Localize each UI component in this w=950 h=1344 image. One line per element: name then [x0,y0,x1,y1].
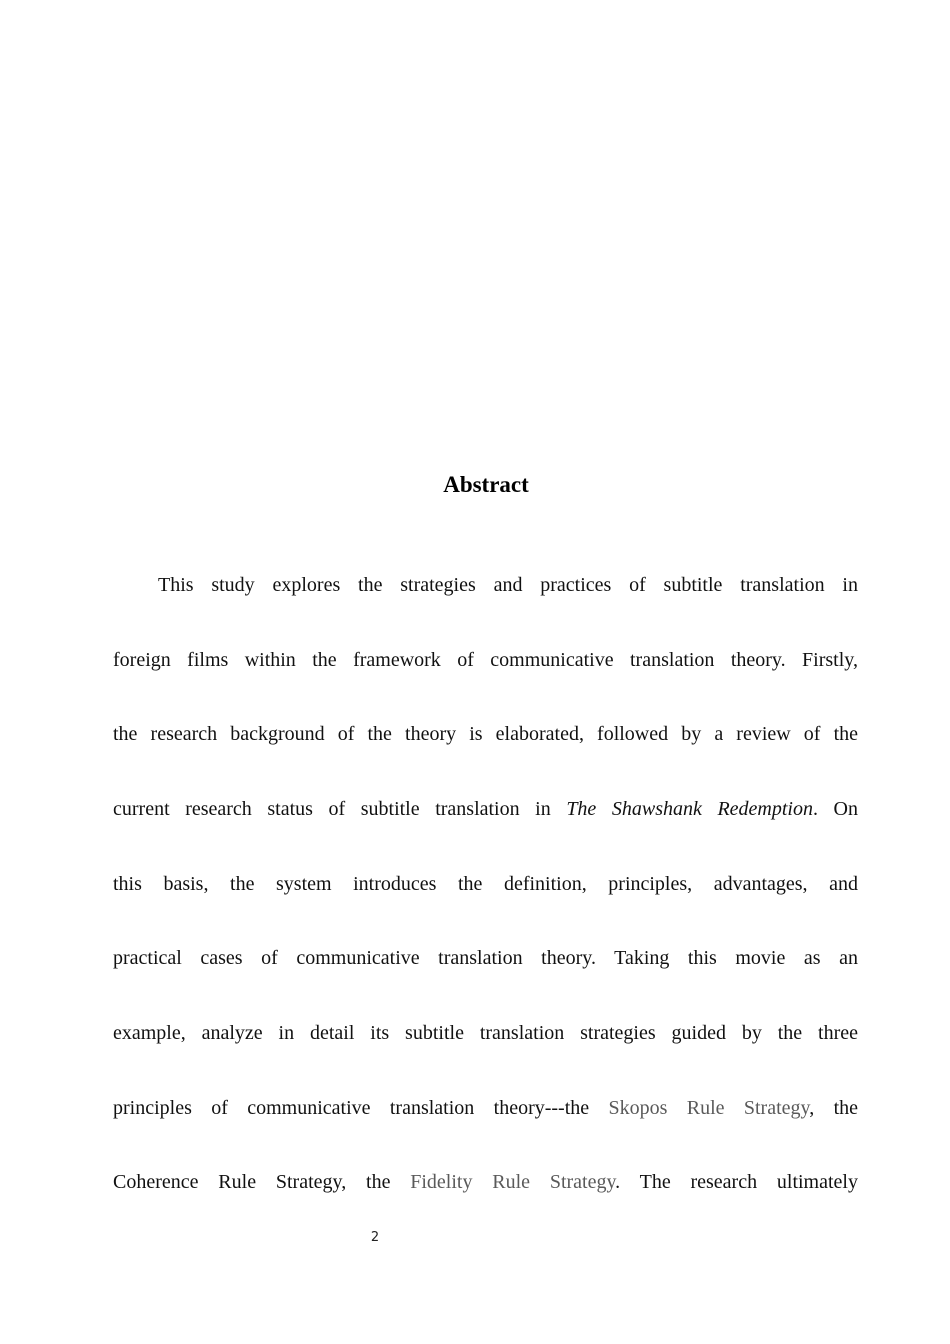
line-text: This study explores the strategies and practices of subtitle translation in [158,574,858,596]
film-title: The Shawshank Redemption [566,798,813,820]
fidelity-rule-strategy-term: Fidelity Rule Strategy [410,1171,616,1193]
line-text: . On [812,798,858,820]
abstract-line-2 [113,645,858,675]
abstract-line-1 [158,570,858,600]
line-text: this basis, the system introduces the definition, principles, advantages, and [113,873,858,895]
line-text: foreign films within the framework of communicative translation theory. Firstly, [113,649,858,671]
abstract-line-4 [113,794,858,824]
line-text: example, analyze in detail its subtitle translation strategies guided by the three [113,1022,858,1044]
abstract-line-6 [113,943,858,973]
abstract-line-3 [113,719,858,749]
abstract-line-8 [113,1093,858,1123]
line-text: practical cases of communicative translation theory. Taking this movie as an [113,947,858,969]
line-text: Coherence Rule Strategy, the [113,1171,411,1193]
skopos-rule-strategy-term: Skopos Rule Strategy [608,1097,810,1119]
abstract-line-7 [113,1018,858,1048]
line-text: principles of communicative translation theory---the [113,1097,609,1119]
line-text: the research background of the theory is elaborated, followed by a review of the [113,723,858,745]
line-text: , the [809,1097,859,1119]
line-text: . The research ultimately [615,1171,858,1193]
line-text: current research status of subtitle translation in [113,798,567,820]
abstract-heading: Abstract [443,472,529,497]
abstract-line-5 [113,869,858,899]
abstract-line-9 [113,1167,858,1197]
page-number: 2 [370,1230,380,1245]
